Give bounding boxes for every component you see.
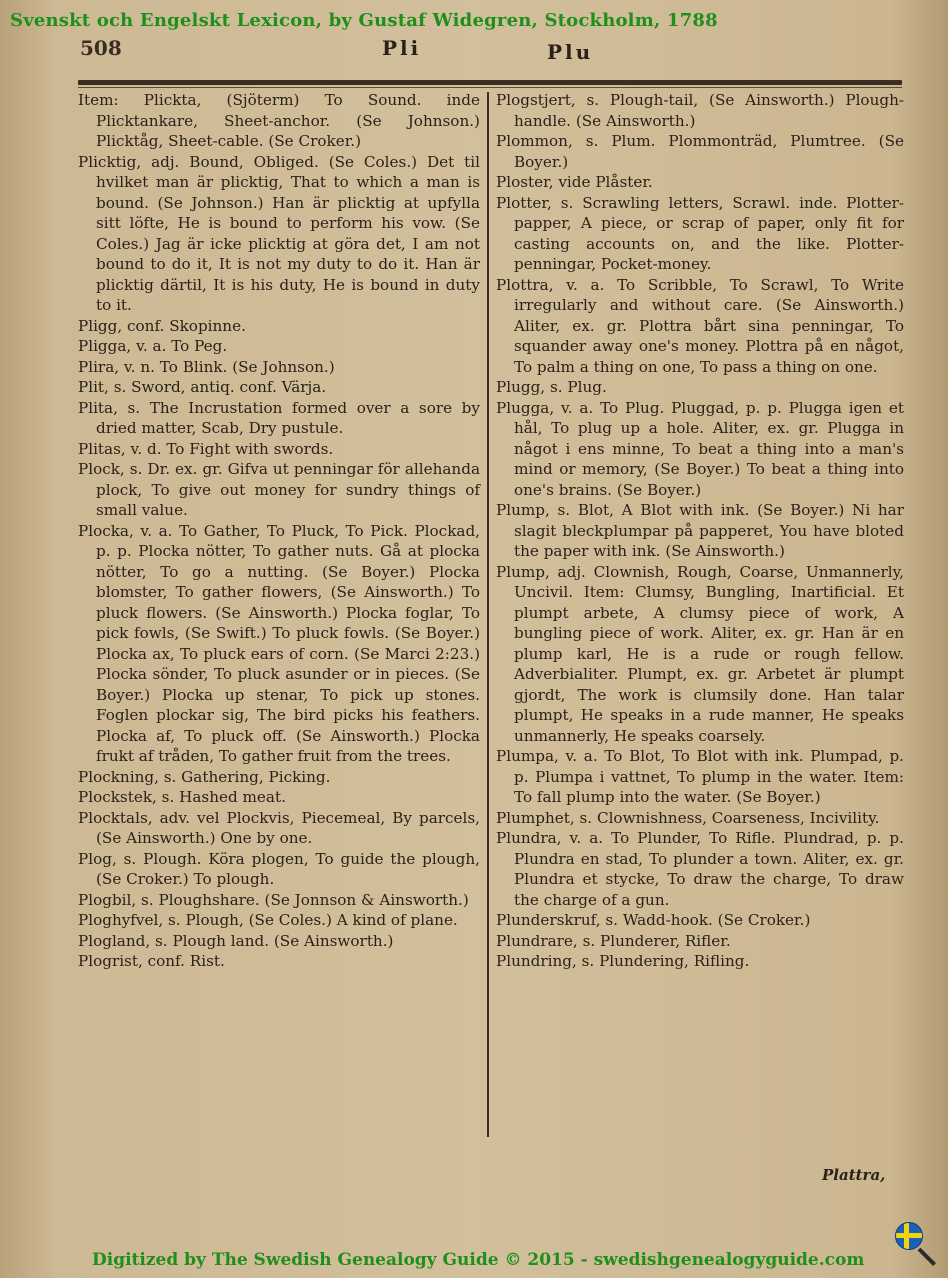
page-number: 508 [80,36,122,60]
right-guide-word: Plu [547,40,594,64]
entry: Plira, v. n. To Blink. (Se Johnson.) [78,357,335,376]
entry: Plockstek, s. Hashed meat. [78,788,286,806]
entry: Plottra, v. a. To Scribble, To Scrawl, To Write irregularly and without care. (Se Ainsworth.) Aliter, ex. gr. Plottra bårt sina penningar, To squander away one's money. Plottra på en något, To palm a thing on one, To pass a thing on one. [496,275,904,376]
entry: Plump, s. Blot, A Blot with ink. (Se Boyer.) Ni har slagit bleckplumpar på papperet, You have bloted the paper with ink. (Se Ainsworth.) [496,501,904,560]
entry: Plump, adj. Clownish, Rough, Coarse, Unmannerly, Uncivil. Item: Clumsy, Bungling, Inartificial. Et plumpt arbete, A clumsy piece of work, A bungling piece of work. Aliter, ex. gr. Han är en plump karl, He is a rude or rough fellow. Adverbialiter. Plumpt, ex. gr. Arbetet är plumpt gjordt, The work is clumsily done. Han talar plumpt, He speaks in a rude manner, He speaks unmannerly, He speaks coarsely. [496,562,904,745]
entry: Plogrist, conf. Rist. [78,952,225,970]
header-rule-thin [78,87,902,88]
entry: Plockning, s. Gathering, Picking. [78,767,331,786]
entry: Plundrare, s. Plunderer, Rifler. [496,931,731,950]
entry: Plugga, v. a. To Plug. Pluggad, p. p. Plugga igen et hål, To plug up a hole. Aliter, ex. gr. Plugga in något i ens minne, To beat a thing into a man's mind or memory, (Se Boyer.) To beat a thing into one's brains. (Se Boyer.) [496,398,904,499]
entry: Plitas, v. d. To Fight with swords. [78,439,334,458]
entry: Plumpa, v. a. To Blot, To Blot with ink. Plumpad, p. p. Plumpa i vattnet, To plump in the water. Item: To fall plump into the water. (Se Boyer.) [496,747,904,806]
entry: Plumphet, s. Clownishness, Coarseness, Incivility. [496,808,880,827]
magnifier-icon [918,1248,936,1266]
entry: Ploghyfvel, s. Plough, (Se Coles.) A kind of plane. [78,911,458,929]
entry: Plita, s. The Incrustation formed over a sore by dried matter, Scab, Dry pustule. [78,398,480,437]
entry: Plogland, s. Plough land. (Se Ainsworth.) [78,931,394,950]
header-rule [78,80,902,85]
entry: Plog, s. Plough. Köra plogen, To guide the plough, (Se Croker.) To plough. [78,849,480,888]
entry: Ploster, vide Plåster. [496,173,653,191]
entry: Plugg, s. Plug. [496,378,607,396]
entry: Plocka, v. a. To Gather, To Pluck, To Pick. Plockad, p. p. Plocka nötter, To gather nuts. Gå at plocka nötter, To go a nutting. (Se Boyer.) Plocka blomster, To gather flowers, (Se Ainsworth.) To pluck flowers. (Se Ainsworth.) Plocka foglar, To pick fowls, (Se Swift.) To pluck fowls. (Se Boyer.) Plocka ax, To pluck ears of corn. (Se Marci 2:23.) Plocka sönder, To pluck asunder or in pieces. (Se Boyer.) Plocka up stenar, To pick up stones. Foglen plockar sig, The bird picks his feathers. Plocka af, To pluck off. (Se Ainsworth.) Plocka frukt af tråden, To gather fruit from the trees. [78,521,480,765]
entry: Plundra, v. a. To Plunder, To Rifle. Plundrad, p. p. Plundra en stad, To plunder a town. Aliter, ex. gr. Plundra et stycke, To draw the charge, To draw the charge of a gun. [496,829,904,909]
top-banner: Svenskt och Engelskt Lexicon, by Gustaf Widegren, Stockholm, 1788 [10,10,718,31]
entry: Plogbil, s. Ploughshare. (Se Jonnson & Ainsworth.) [78,890,469,909]
catchword: Plattra, [822,1166,886,1184]
entry: Plommon, s. Plum. Plommonträd, Plumtree. (Se Boyer.) [496,132,904,171]
swedish-flag-icon [895,1222,923,1250]
bottom-banner: Digitized by The Swedish Genealogy Guide © 2015 - swedishgenealogyguide.com [92,1250,865,1270]
entry: Plit, s. Sword, antiq. conf. Värja. [78,378,327,396]
entry: Item: Plickta, (Sjöterm) To Sound. inde Plicktankare, Sheet-anchor. (Se Johnson.) Plicktåg, Sheet-cable. (Se Croker.) [78,91,480,150]
entry: Plundring, s. Plundering, Rifling. [496,952,750,970]
entry: Pligga, v. a. To Peg. [78,337,228,355]
entry: Plock, s. Dr. ex. gr. Gifva ut penningar för allehanda plock, To give out money for sundry things of small value. [78,460,480,519]
entry: Pligg, conf. Skopinne. [78,316,246,335]
right-column [496,90,904,972]
entry: Plicktig, adj. Bound, Obliged. (Se Coles.) Det til hvilket man är plicktig, That to which a man is bound. (Se Johnson.) Han är plicktig at upfylla sitt löfte, He is bound to perform his vow. (Se Coles.) Jag är icke plicktig at göra det, I am not bound to do it, It is not my duty to do it. Han är plicktig därtil, It is his duty, He is bound in duty to it. [78,152,480,314]
entry: Plunderskruf, s. Wadd-hook. (Se Croker.) [496,911,811,929]
entry: Plocktals, adv. vel Plockvis, Piecemeal, By parcels, (Se Ainsworth.) One by one. [78,808,480,847]
entry: Plotter, s. Scrawling letters, Scrawl. inde. Plotter-papper, A piece, or scrap of paper, only fit for casting accounts on, and the like. Plotter-penningar, Pocket-money. [496,193,904,273]
left-guide-word: Pli [382,36,422,60]
column-divider [487,92,489,1137]
left-column [78,90,480,972]
entry: Plogstjert, s. Plough-tail, (Se Ainsworth.) Plough-handle. (Se Ainsworth.) [496,91,904,130]
